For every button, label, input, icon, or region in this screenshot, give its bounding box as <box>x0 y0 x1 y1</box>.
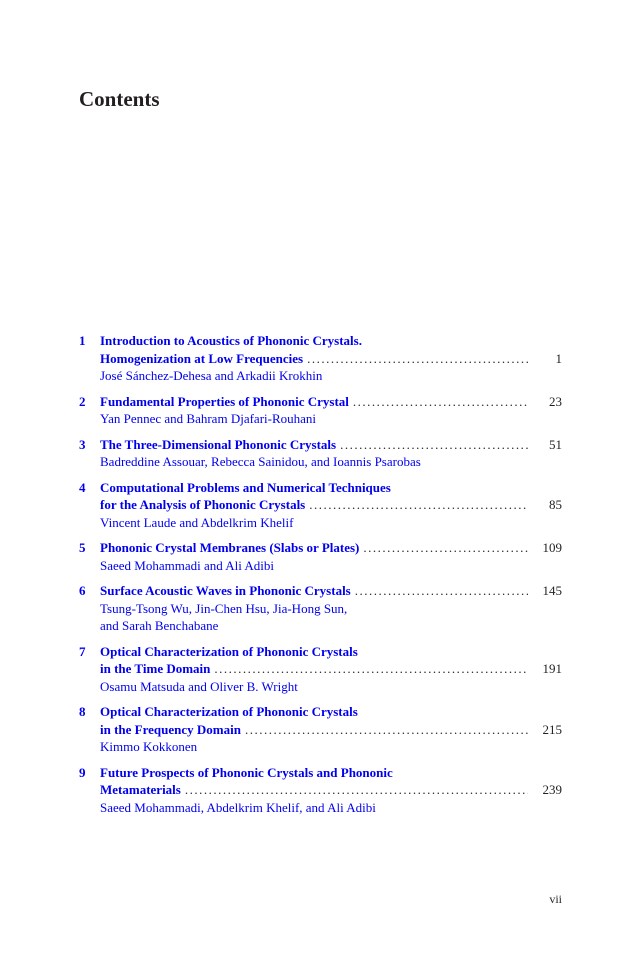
chapter-number: 4 <box>79 479 86 495</box>
chapter-title-line[interactable] <box>100 703 562 721</box>
dot-leader <box>363 539 528 557</box>
toc-entry <box>79 436 562 471</box>
toc-entry <box>79 764 562 817</box>
chapter-title-line[interactable] <box>100 660 562 678</box>
toc-entry <box>79 703 562 756</box>
chapter-title-line[interactable] <box>100 496 562 514</box>
toc-entry <box>79 479 562 532</box>
chapter-number: 8 <box>79 704 86 719</box>
chapter-title-line[interactable] <box>100 764 562 782</box>
chapter-authors[interactable]: Tsung-Tsong Wu, Jin-Chen Hsu, Jia-Hong Sun, <box>100 600 348 616</box>
chapter-title-text[interactable]: Fundamental Properties of Phononic Crystal <box>100 393 349 409</box>
chapter-number: 6 <box>79 583 86 598</box>
chapter-title-line[interactable] <box>100 393 562 411</box>
chapter-title-text[interactable]: Homogenization at Low Frequencies <box>100 350 304 366</box>
chapter-number: 1 <box>79 333 86 348</box>
chapter-title-text[interactable]: Optical Characterization of Phononic Crystals <box>100 643 358 659</box>
chapter-title-line[interactable] <box>100 582 562 600</box>
chapter-title-line[interactable] <box>100 350 562 368</box>
chapter-authors[interactable]: and Sarah Benchabane <box>100 618 219 633</box>
page-number: 51 <box>549 436 562 452</box>
page-number: 23 <box>549 393 562 409</box>
dot-leader <box>245 721 528 739</box>
page-number: 191 <box>542 661 562 676</box>
chapter-title-line[interactable] <box>100 643 562 661</box>
page-number: 109 <box>542 540 562 555</box>
chapter-authors[interactable]: Badreddine Assouar, Rebecca Sainidou, and Ioannis Psarobas <box>100 454 421 469</box>
dot-leader <box>309 496 528 514</box>
chapter-number: 5 <box>79 540 86 555</box>
chapter-authors[interactable]: Yan Pennec and Bahram Djafari-Rouhani <box>100 411 317 426</box>
chapter-number: 9 <box>79 764 86 780</box>
chapter-number: 2 <box>79 393 86 409</box>
page-number: 145 <box>542 583 562 598</box>
table-of-contents <box>79 332 562 816</box>
dot-leader <box>340 436 528 454</box>
chapter-authors[interactable]: Kimmo Kokkonen <box>100 739 198 754</box>
toc-entry <box>79 393 562 428</box>
chapter-title-line[interactable] <box>100 539 562 557</box>
chapter-title-text[interactable]: Metamaterials <box>100 782 181 797</box>
chapter-title-line[interactable] <box>100 436 562 454</box>
page-number: 239 <box>542 782 562 797</box>
chapter-title-text[interactable]: Phononic Crystal Membranes (Slabs or Plates) <box>100 540 360 555</box>
chapter-title-text[interactable]: Future Prospects of Phononic Crystals and Phononic <box>100 764 393 780</box>
page-folio: vii <box>549 892 562 906</box>
dot-leader <box>185 781 528 799</box>
chapter-title-text[interactable]: in the Frequency Domain <box>100 721 241 737</box>
chapter-title-line[interactable] <box>100 332 562 350</box>
chapter-title-text[interactable]: for the Analysis of Phononic Crystals <box>100 497 306 512</box>
toc-entry <box>79 582 562 635</box>
chapter-title-text[interactable]: The Three-Dimensional Phononic Crystals <box>100 436 337 452</box>
chapter-title-text[interactable]: Introduction to Acoustics of Phononic Crystals. <box>100 333 362 348</box>
dot-leader <box>353 393 528 411</box>
chapter-number: 3 <box>79 436 86 452</box>
chapter-number: 7 <box>79 643 86 659</box>
chapter-title-text[interactable]: Surface Acoustic Waves in Phononic Crystals <box>100 583 351 598</box>
chapter-authors[interactable]: José Sánchez-Dehesa and Arkadii Krokhin <box>100 368 323 383</box>
toc-entry <box>79 539 562 574</box>
page-title: Contents <box>79 87 160 111</box>
page-number: 1 <box>555 350 562 366</box>
dot-leader <box>214 660 528 678</box>
chapter-authors[interactable]: Saeed Mohammadi and Ali Adibi <box>100 557 275 573</box>
chapter-title-line[interactable] <box>100 721 562 739</box>
chapter-title-line[interactable] <box>100 479 562 497</box>
chapter-title-text[interactable]: Optical Characterization of Phononic Crystals <box>100 704 358 719</box>
chapter-authors[interactable]: Vincent Laude and Abdelkrim Khelif <box>100 514 294 530</box>
toc-entry <box>79 643 562 696</box>
chapter-authors[interactable]: Osamu Matsuda and Oliver B. Wright <box>100 678 298 694</box>
page-number: 215 <box>542 721 562 737</box>
toc-entry <box>79 332 562 385</box>
dot-leader <box>307 350 528 368</box>
chapter-title-text[interactable]: Computational Problems and Numerical Techniques <box>100 479 391 495</box>
chapter-title-text[interactable]: in the Time Domain <box>100 661 211 676</box>
page-number: 85 <box>549 497 562 512</box>
chapter-title-line[interactable] <box>100 781 562 799</box>
dot-leader <box>355 582 528 600</box>
chapter-authors[interactable]: Saeed Mohammadi, Abdelkrim Khelif, and Ali Adibi <box>100 799 376 815</box>
